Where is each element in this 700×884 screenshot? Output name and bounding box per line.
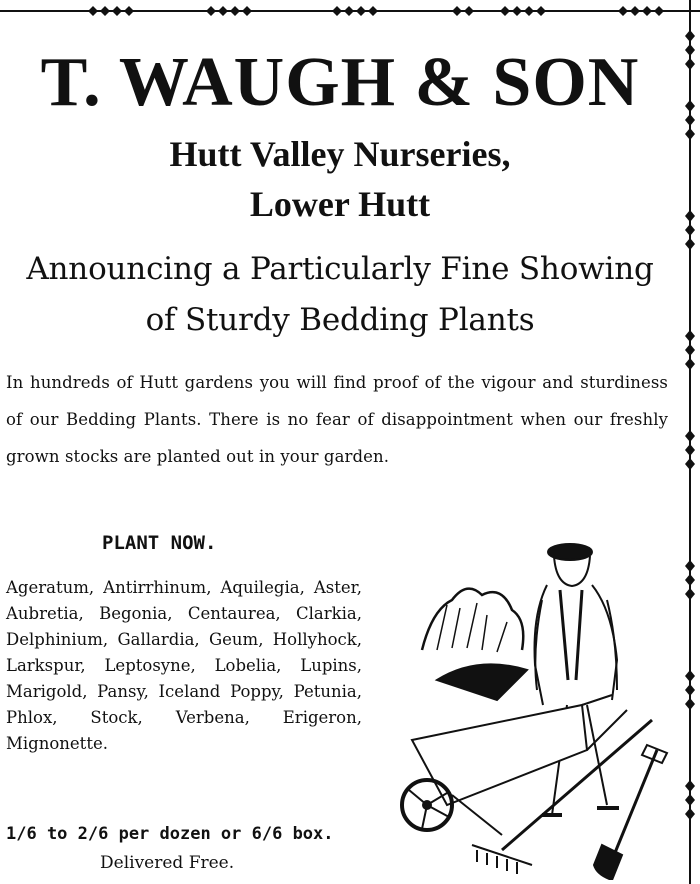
gardener-with-wheelbarrow-icon xyxy=(392,530,682,880)
body-paragraph: In hundreds of Hutt gardens you will find proof of the vigour and sturdiness of our Bedding Plants. There is no fear of disappointment when our freshly grown stocks are planted out in your garden. xyxy=(6,373,668,466)
plant-list: Ageratum, Antirrhinum, Aquilegia, Aster, Aubretia, Begonia, Centaurea, Clarkia, Delphinium, Gallardia, Geum, Hollyhock, Larkspur, Leptosyne, Lobelia, Lupins, Marigold, Pansy, Iceland Poppy, Petunia, Phlox, Stock, Verbena, Erigeron, Mignonette. xyxy=(6,578,362,753)
nursery-name: Hutt Valley Nurseries, xyxy=(169,134,511,174)
firm-name: T. WAUGH & SON xyxy=(40,44,640,121)
delivery-note: Delivered Free. xyxy=(100,853,235,873)
headline-line-1: Announcing a Particularly Fine Showing xyxy=(26,251,654,287)
price-line: 1/6 to 2/6 per dozen or 6/6 box. xyxy=(6,824,334,844)
nursery-location: Lower Hutt xyxy=(249,184,431,224)
headline-line-2: of Sturdy Bedding Plants xyxy=(145,302,535,338)
plant-now-heading: PLANT NOW. xyxy=(102,532,217,554)
